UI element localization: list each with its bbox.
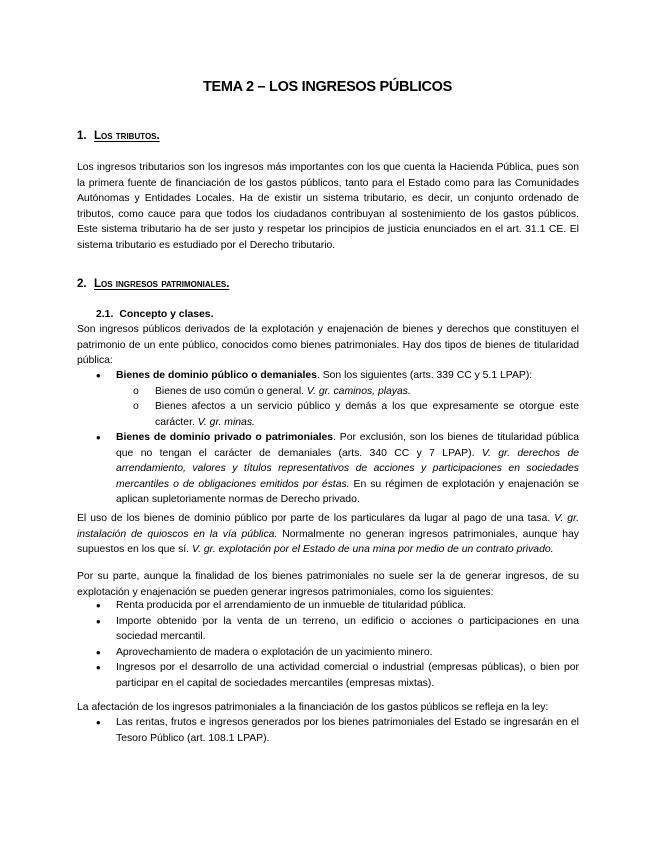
list-item: • Renta producida por el arrendamiento de un inmueble de titularidad pública.: [96, 598, 579, 614]
uso-dominio-paragraph: [77, 511, 579, 558]
section-title: Los ingresos patrimoniales.: [94, 278, 230, 290]
paragraph-text: Normalmente no generan ingresos patrimoniales, aunque hay supuestos en los que sí.: [77, 528, 579, 555]
page-title: TEMA 2 – LOS INGRESOS PÚBLICOS: [202, 79, 453, 95]
afectacion-paragraph: La afectación de los ingresos patrimoniales a la financiación de los gastos públicos se refleja en la ley:: [77, 702, 549, 713]
afectacion-list: [96, 715, 579, 746]
subsection-number: 2.1.: [96, 309, 114, 320]
section-1-paragraph: Los ingresos tributarios son los ingresos más importantes con los que cuenta la Hacienda Pública, pues son la primera fuente de financiación de los gastos públicos, tanto para el Estado como para las Comunidades Autónomas y Entidades Locales. Ha de existir un sistema tributario, es decir, un conjunto ordenado de tributos, como cauce para que todos los ciudadanos contribuyan al sostenimiento de los gastos públicos. Este sistema tributario ha de ser justo y respetar los principios de justicia enunciados en el art. 31.1 CE. El sistema tributario es estudiado por el Derecho tributario.: [77, 162, 579, 251]
item-text: Bienes de uso común o general.: [155, 385, 305, 397]
paragraph-text: El uso de los bienes de dominio público por parte de los particulares da lugar al pago de una tasa.: [77, 513, 551, 524]
item-text: En su régimen de explotación y enajenación se aplican supletoriamente normas de Derecho privado.: [116, 478, 579, 505]
list-item: • Importe obtenido por la venta de un terreno, un edificio o acciones o participaciones en una sociedad mercantil.: [96, 614, 579, 645]
section-number: 1.: [77, 130, 87, 142]
sub-list: [116, 384, 579, 431]
section-title: Los tributos.: [94, 130, 160, 142]
tipos-bienes-list: [96, 368, 579, 508]
item-text: . Por exclusión, son los bienes de titularidad pública que no tengan el carácter de demaniales (arts. 340 CC y 7 LPAP).: [116, 432, 579, 459]
intro-paragraph: Son ingresos públicos derivados de la explotación y enajenación de bienes y derechos que constituyen el patrimonio de un ente público, conocidos como bienes patrimoniales. Hay dos tipos de bienes de titularidad pública:: [77, 324, 579, 366]
example-italic: V. gr. derechos de arrendamiento, valores y títulos representativos de acciones y participaciones en sociedades mercantiles o de obligaciones emitidos por éstas.: [116, 447, 579, 490]
section-2-heading: [77, 277, 229, 293]
item-text: . Son los siguientes (arts. 339 CC y 5.1 LPAP):: [316, 370, 533, 381]
term-bold: Bienes de dominio privado o patrimoniales: [116, 432, 334, 443]
term-bold: Bienes de dominio público o demaniales: [116, 370, 317, 381]
sub-list-item: [116, 384, 579, 400]
example-italic: V. gr. instalación de quioscos en la vía pública.: [77, 513, 579, 540]
sub-list-item: [116, 399, 579, 430]
example-italic: V. gr. minas.: [197, 416, 255, 428]
list-item-dominio-privado: [96, 430, 579, 508]
ingresos-list: [96, 598, 579, 691]
section-1-heading: [77, 129, 160, 145]
item-text: Bienes afectos a un servicio público y demás a los que expresamente se otorgue este carácter.: [155, 401, 579, 428]
example-italic: V. gr. caminos, playas.: [306, 385, 411, 397]
list-item: • Aprovechamiento de madera o explotación de un yacimiento minero.: [96, 645, 579, 661]
list-item: • Las rentas, frutos e ingresos generados por los bienes patrimoniales del Estado se ingresarán en el Tesoro Público (art. 108.1 LPAP).: [96, 715, 579, 746]
subsection-2-1-heading: [96, 307, 213, 323]
subsection-title: Concepto y clases.: [119, 309, 214, 320]
finalidad-paragraph: Por su parte, aunque la finalidad de los bienes patrimoniales no suele ser la de generar ingresos, de su explotación y enajenación se pueden generar ingresos patrimoniales, como los siguientes:: [77, 571, 579, 598]
list-item: • Ingresos por el desarrollo de una actividad comercial o industrial (empresas públicas), o bien por participar en el capital de sociedades mercantiles (empresas mixtas).: [96, 660, 579, 691]
section-number: 2.: [77, 278, 87, 290]
example-italic: V. gr. explotación por el Estado de una mina por medio de un contrato privado.: [191, 544, 554, 555]
list-item-dominio-publico: [96, 368, 579, 430]
